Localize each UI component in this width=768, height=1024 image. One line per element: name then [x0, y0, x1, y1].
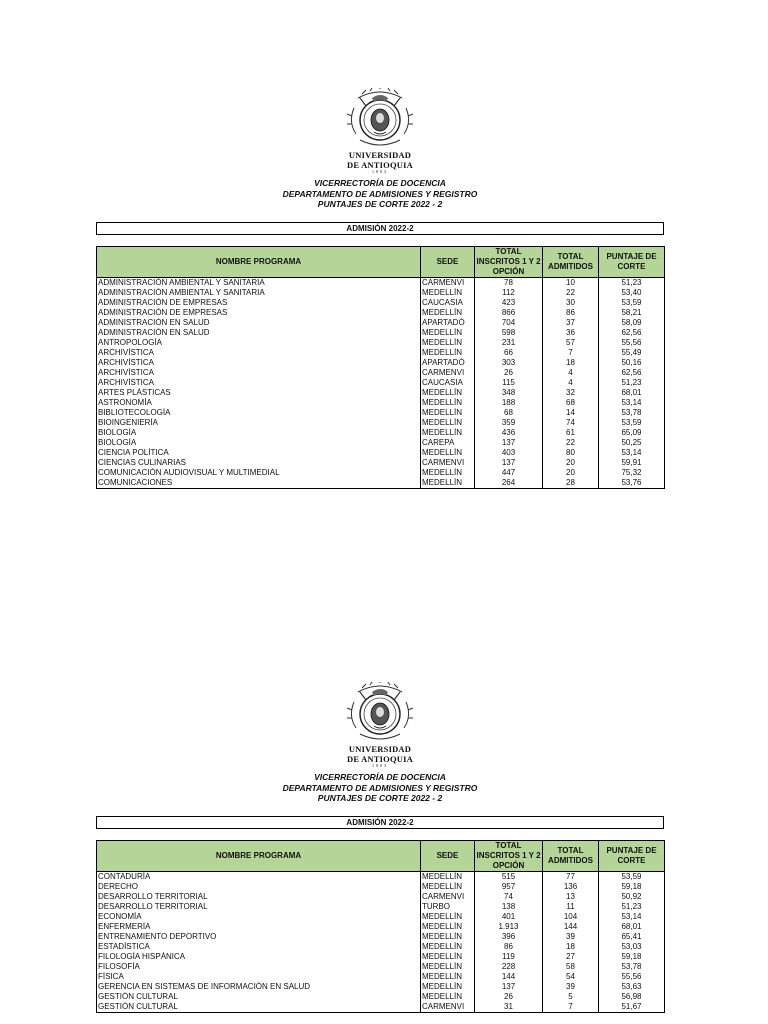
- cell-admitidos: 7: [543, 1002, 599, 1013]
- cell-inscritos: 704: [475, 318, 543, 328]
- cell-sede: CAREPA: [421, 438, 475, 448]
- cell-sede: MEDELLÍN: [421, 952, 475, 962]
- cell-puntaje: 59,91: [599, 458, 665, 468]
- cell-admitidos: 20: [543, 458, 599, 468]
- cell-programa: ARCHIVÍSTICA: [97, 378, 421, 388]
- header-programa: NOMBRE PROGRAMA: [97, 247, 421, 278]
- university-seal-icon: [344, 88, 416, 152]
- admision-title: ADMISIÓN 2022-2: [96, 816, 664, 829]
- cell-programa: CIENCIAS CULINARIAS: [97, 458, 421, 468]
- cell-sede: MEDELLÍN: [421, 912, 475, 922]
- cell-puntaje: 50,16: [599, 358, 665, 368]
- cell-programa: GESTIÓN CULTURAL: [97, 1002, 421, 1013]
- cell-sede: MEDELLÍN: [421, 418, 475, 428]
- heading-departamento: DEPARTAMENTO DE ADMISIONES Y REGISTRO: [282, 782, 478, 793]
- header-inscritos: TOTAL INSCRITOS 1 Y 2 OPCIÓN: [476, 841, 541, 870]
- cell-programa: DERECHO: [97, 882, 421, 892]
- cell-puntaje: 51,23: [599, 278, 665, 289]
- cell-sede: MEDELLÍN: [421, 338, 475, 348]
- cell-inscritos: 26: [475, 992, 543, 1002]
- university-name: [300, 744, 460, 764]
- table-header-row: [97, 841, 665, 872]
- document-heading: [200, 772, 560, 804]
- cell-puntaje: 65,41: [599, 932, 665, 942]
- cell-sede: MEDELLÍN: [421, 932, 475, 942]
- cell-inscritos: 138: [475, 902, 543, 912]
- table-row: [97, 912, 665, 922]
- table-row: [97, 922, 665, 932]
- heading-puntajes: PUNTAJES DE CORTE 2022 - 2: [317, 793, 443, 803]
- cell-inscritos: 303: [475, 358, 543, 368]
- cell-inscritos: 68: [475, 408, 543, 418]
- table-row: [97, 438, 665, 448]
- table-row: [97, 902, 665, 912]
- cell-sede: MEDELLÍN: [421, 388, 475, 398]
- cell-programa: ECONOMÍA: [97, 912, 421, 922]
- cell-programa: FÍSICA: [97, 972, 421, 982]
- table-row: [97, 962, 665, 972]
- cell-puntaje: 55,49: [599, 348, 665, 358]
- cell-puntaje: 50,92: [599, 892, 665, 902]
- header-puntaje: PUNTAJE DE CORTE: [599, 841, 665, 872]
- cell-puntaje: 53,59: [599, 298, 665, 308]
- cell-admitidos: 39: [543, 932, 599, 942]
- cell-admitidos: 18: [543, 358, 599, 368]
- cell-programa: ARCHIVÍSTICA: [97, 368, 421, 378]
- cell-sede: MEDELLÍN: [421, 922, 475, 932]
- table-body: [97, 278, 665, 489]
- cell-puntaje: 53,59: [599, 872, 665, 883]
- cell-programa: ARCHIVÍSTICA: [97, 358, 421, 368]
- cell-puntaje: 53,76: [599, 478, 665, 489]
- cell-puntaje: 58,09: [599, 318, 665, 328]
- cell-puntaje: 56,98: [599, 992, 665, 1002]
- cell-sede: MEDELLÍN: [421, 872, 475, 883]
- cell-puntaje: 55,56: [599, 338, 665, 348]
- cell-puntaje: 68,01: [599, 922, 665, 932]
- cell-puntaje: 62,56: [599, 328, 665, 338]
- cell-admitidos: 32: [543, 388, 599, 398]
- cell-puntaje: 75,32: [599, 468, 665, 478]
- cell-admitidos: 61: [543, 428, 599, 438]
- cell-puntaje: 53,63: [599, 982, 665, 992]
- table-row: [97, 278, 665, 289]
- university-name-line1: UNIVERSIDAD: [348, 744, 412, 754]
- cell-sede: MEDELLÍN: [421, 992, 475, 1002]
- cell-admitidos: 18: [543, 942, 599, 952]
- cell-sede: CARMENVI: [421, 278, 475, 289]
- cell-puntaje: 53,14: [599, 448, 665, 458]
- cell-inscritos: 264: [475, 478, 543, 489]
- admision-title: ADMISIÓN 2022-2: [96, 222, 664, 235]
- university-name-line1: UNIVERSIDAD: [348, 150, 412, 160]
- table-row: [97, 308, 665, 318]
- table-row: [97, 428, 665, 438]
- cell-programa: BIOLOGÍA: [97, 438, 421, 448]
- cell-sede: MEDELLÍN: [421, 288, 475, 298]
- university-founded: 1803: [372, 763, 388, 768]
- cell-programa: ADMINISTRACIÓN DE EMPRESAS: [97, 308, 421, 318]
- heading-vicerrectoria: VICERRECTORÍA DE DOCENCIA: [314, 178, 446, 188]
- cell-admitidos: 22: [543, 438, 599, 448]
- cell-sede: CAUCASIA: [421, 298, 475, 308]
- cell-programa: BIBLIOTECOLOGÍA: [97, 408, 421, 418]
- cell-sede: CARMENVI: [421, 1002, 475, 1013]
- cell-admitidos: 28: [543, 478, 599, 489]
- cell-admitidos: 54: [543, 972, 599, 982]
- cell-inscritos: 188: [475, 398, 543, 408]
- header-inscritos: TOTAL INSCRITOS 1 Y 2 OPCIÓN: [476, 247, 541, 276]
- cell-puntaje: 53,14: [599, 398, 665, 408]
- table-row: [97, 952, 665, 962]
- cell-admitidos: 36: [543, 328, 599, 338]
- table-header-row: [97, 247, 665, 278]
- cell-admitidos: 37: [543, 318, 599, 328]
- table-row: [97, 318, 665, 328]
- cell-admitidos: 27: [543, 952, 599, 962]
- table-row: [97, 458, 665, 468]
- cell-programa: ARCHIVÍSTICA: [97, 348, 421, 358]
- cell-admitidos: 30: [543, 298, 599, 308]
- cell-programa: ADMINISTRACIÓN EN SALUD: [97, 318, 421, 328]
- cell-sede: MEDELLÍN: [421, 328, 475, 338]
- cell-sede: CAUCASIA: [421, 378, 475, 388]
- cell-sede: APARTADÓ: [421, 358, 475, 368]
- results-table: [96, 246, 665, 489]
- cell-sede: CARMENVI: [421, 368, 475, 378]
- cell-inscritos: 348: [475, 388, 543, 398]
- cell-sede: MEDELLÍN: [421, 448, 475, 458]
- cell-inscritos: 78: [475, 278, 543, 289]
- cell-inscritos: 447: [475, 468, 543, 478]
- header-admitidos: TOTAL ADMITIDOS: [543, 247, 599, 278]
- table-row: [97, 338, 665, 348]
- cell-puntaje: 58,21: [599, 308, 665, 318]
- cell-programa: ARTES PLÁSTICAS: [97, 388, 421, 398]
- heading-departamento: DEPARTAMENTO DE ADMISIONES Y REGISTRO: [282, 188, 478, 199]
- cell-sede: MEDELLÍN: [421, 942, 475, 952]
- header-programa: NOMBRE PROGRAMA: [97, 841, 421, 872]
- table-body: [97, 872, 665, 1013]
- cell-inscritos: 396: [475, 932, 543, 942]
- cell-inscritos: 112: [475, 288, 543, 298]
- cell-programa: FILOLOGÍA HISPÁNICA: [97, 952, 421, 962]
- cell-admitidos: 104: [543, 912, 599, 922]
- cell-admitidos: 58: [543, 962, 599, 972]
- cell-sede: MEDELLÍN: [421, 962, 475, 972]
- cell-programa: ADMINISTRACIÓN DE EMPRESAS: [97, 298, 421, 308]
- cell-inscritos: 231: [475, 338, 543, 348]
- cell-admitidos: 4: [543, 378, 599, 388]
- cell-inscritos: 74: [475, 892, 543, 902]
- cell-programa: DESARROLLO TERRITORIAL: [97, 902, 421, 912]
- table-row: [97, 358, 665, 368]
- table-row: [97, 298, 665, 308]
- table-row: [97, 468, 665, 478]
- cell-inscritos: 866: [475, 308, 543, 318]
- cell-inscritos: 137: [475, 982, 543, 992]
- cell-puntaje: 53,59: [599, 418, 665, 428]
- cell-puntaje: 53,40: [599, 288, 665, 298]
- university-seal-icon: [344, 682, 416, 746]
- table-row: [97, 892, 665, 902]
- cell-sede: MEDELLÍN: [421, 982, 475, 992]
- cell-inscritos: 119: [475, 952, 543, 962]
- table-row: [97, 328, 665, 338]
- cell-programa: CONTADURÍA: [97, 872, 421, 883]
- cell-programa: ADMINISTRACIÓN EN SALUD: [97, 328, 421, 338]
- cell-admitidos: 57: [543, 338, 599, 348]
- cell-admitidos: 74: [543, 418, 599, 428]
- cell-sede: MEDELLÍN: [421, 882, 475, 892]
- table-row: [97, 348, 665, 358]
- cell-admitidos: 5: [543, 992, 599, 1002]
- cell-puntaje: 62,56: [599, 368, 665, 378]
- cell-admitidos: 80: [543, 448, 599, 458]
- cell-admitidos: 20: [543, 468, 599, 478]
- cell-inscritos: 359: [475, 418, 543, 428]
- table-row: [97, 418, 665, 428]
- cell-programa: ADMINISTRACIÓN AMBIENTAL Y SANITARIA: [97, 278, 421, 289]
- table-row: [97, 1002, 665, 1013]
- cell-sede: MEDELLÍN: [421, 972, 475, 982]
- university-name-line2: DE ANTIOQUIA: [347, 160, 413, 170]
- table-row: [97, 398, 665, 408]
- header-puntaje: PUNTAJE DE CORTE: [599, 247, 665, 278]
- cell-puntaje: 51,67: [599, 1002, 665, 1013]
- university-name: [300, 150, 460, 170]
- cell-inscritos: 115: [475, 378, 543, 388]
- table-row: [97, 932, 665, 942]
- cell-admitidos: 144: [543, 922, 599, 932]
- header-sede: SEDE: [421, 247, 475, 278]
- cell-puntaje: 53,03: [599, 942, 665, 952]
- cell-programa: ANTROPOLOGÍA: [97, 338, 421, 348]
- cell-puntaje: 51,23: [599, 902, 665, 912]
- table-row: [97, 478, 665, 489]
- cell-programa: ADMINISTRACIÓN AMBIENTAL Y SANITARIA: [97, 288, 421, 298]
- cell-sede: MEDELLÍN: [421, 348, 475, 358]
- cell-inscritos: 957: [475, 882, 543, 892]
- cell-admitidos: 39: [543, 982, 599, 992]
- table-row: [97, 388, 665, 398]
- cell-inscritos: 436: [475, 428, 543, 438]
- table-row: [97, 368, 665, 378]
- cell-admitidos: 77: [543, 872, 599, 883]
- cell-puntaje: 53,14: [599, 912, 665, 922]
- cell-inscritos: 228: [475, 962, 543, 972]
- cell-inscritos: 515: [475, 872, 543, 883]
- cell-inscritos: 423: [475, 298, 543, 308]
- table-row: [97, 872, 665, 883]
- cell-programa: CIENCIA POLÍTICA: [97, 448, 421, 458]
- cell-sede: CARMENVI: [421, 892, 475, 902]
- header-sede: SEDE: [421, 841, 475, 872]
- table-row: [97, 882, 665, 892]
- cell-programa: DESARROLLO TERRITORIAL: [97, 892, 421, 902]
- cell-programa: GERENCIA EN SISTEMAS DE INFORMACIÓN EN SALUD: [97, 982, 421, 992]
- results-table: [96, 840, 665, 1013]
- cell-inscritos: 137: [475, 438, 543, 448]
- cell-sede: TURBO: [421, 902, 475, 912]
- cell-sede: APARTADÓ: [421, 318, 475, 328]
- cell-puntaje: 55,56: [599, 972, 665, 982]
- cell-admitidos: 10: [543, 278, 599, 289]
- heading-puntajes: PUNTAJES DE CORTE 2022 - 2: [317, 199, 443, 209]
- cell-inscritos: 401: [475, 912, 543, 922]
- cell-admitidos: 14: [543, 408, 599, 418]
- cell-admitidos: 22: [543, 288, 599, 298]
- cell-programa: COMUNICACIÓN AUDIOVISUAL Y MULTIMEDIAL: [97, 468, 421, 478]
- table-row: [97, 408, 665, 418]
- cell-programa: ENFERMERÍA: [97, 922, 421, 932]
- cell-admitidos: 11: [543, 902, 599, 912]
- cell-sede: MEDELLÍN: [421, 478, 475, 489]
- cell-admitidos: 4: [543, 368, 599, 378]
- cell-puntaje: 50,25: [599, 438, 665, 448]
- cell-programa: GESTIÓN CULTURAL: [97, 992, 421, 1002]
- cell-programa: COMUNICACIONES: [97, 478, 421, 489]
- cell-puntaje: 68,01: [599, 388, 665, 398]
- cell-sede: CARMENVI: [421, 458, 475, 468]
- cell-puntaje: 51,23: [599, 378, 665, 388]
- cell-puntaje: 65,09: [599, 428, 665, 438]
- cell-inscritos: 403: [475, 448, 543, 458]
- cell-admitidos: 68: [543, 398, 599, 408]
- document-heading: [200, 178, 560, 210]
- cell-inscritos: 137: [475, 458, 543, 468]
- cell-programa: ESTADÍSTICA: [97, 942, 421, 952]
- cell-inscritos: 86: [475, 942, 543, 952]
- table-row: [97, 288, 665, 298]
- table-row: [97, 992, 665, 1002]
- cell-inscritos: 31: [475, 1002, 543, 1013]
- cell-sede: MEDELLÍN: [421, 408, 475, 418]
- cell-programa: BIOLOGÍA: [97, 428, 421, 438]
- cell-admitidos: 7: [543, 348, 599, 358]
- cell-inscritos: 1.913: [475, 922, 543, 932]
- cell-sede: MEDELLÍN: [421, 468, 475, 478]
- table-row: [97, 972, 665, 982]
- table-row: [97, 982, 665, 992]
- table-row: [97, 942, 665, 952]
- cell-admitidos: 86: [543, 308, 599, 318]
- cell-puntaje: 59,18: [599, 952, 665, 962]
- university-name-line2: DE ANTIOQUIA: [347, 754, 413, 764]
- cell-programa: ENTRENAMIENTO DEPORTIVO: [97, 932, 421, 942]
- table-row: [97, 448, 665, 458]
- cell-programa: BIOINGENIERÍA: [97, 418, 421, 428]
- cell-sede: MEDELLÍN: [421, 398, 475, 408]
- cell-inscritos: 66: [475, 348, 543, 358]
- cell-programa: ASTRONOMÍA: [97, 398, 421, 408]
- table-row: [97, 378, 665, 388]
- heading-vicerrectoria: VICERRECTORÍA DE DOCENCIA: [314, 772, 446, 782]
- cell-puntaje: 59,18: [599, 882, 665, 892]
- cell-admitidos: 13: [543, 892, 599, 902]
- cell-sede: MEDELLÍN: [421, 308, 475, 318]
- cell-inscritos: 598: [475, 328, 543, 338]
- cell-inscritos: 144: [475, 972, 543, 982]
- cell-puntaje: 53,78: [599, 962, 665, 972]
- university-founded: 1803: [372, 169, 388, 174]
- cell-programa: FILOSOFÍA: [97, 962, 421, 972]
- header-admitidos: TOTAL ADMITIDOS: [543, 841, 599, 872]
- cell-puntaje: 53,78: [599, 408, 665, 418]
- cell-inscritos: 26: [475, 368, 543, 378]
- cell-sede: MEDELLÍN: [421, 428, 475, 438]
- cell-admitidos: 136: [543, 882, 599, 892]
